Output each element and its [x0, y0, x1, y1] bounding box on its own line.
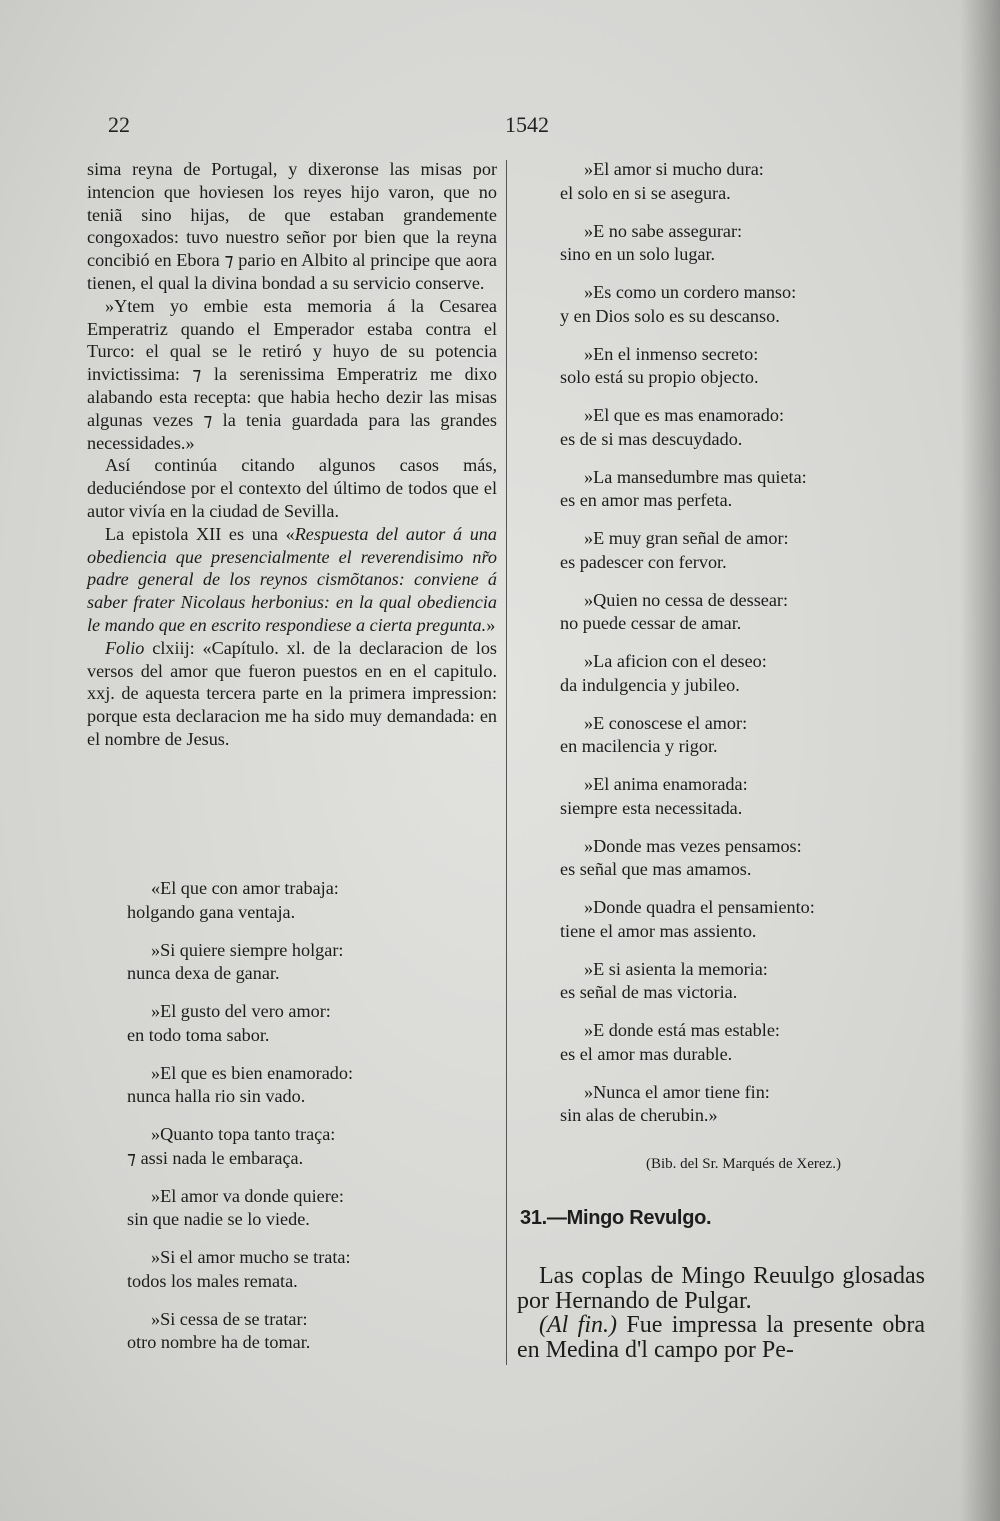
verse-stanza: »El que es bien enamorado: nunca halla rio sin vado.	[127, 1062, 354, 1106]
verse-stanza: »Donde mas vezes pensamos: es señal que mas amamos.	[560, 835, 802, 879]
verse-stanza: »E conoscese el amor: en macilencia y rigor.	[560, 712, 748, 756]
verse-stanza: »Quanto topa tanto traça: ⁊ assi nada le embaraça.	[127, 1124, 336, 1168]
colophon: (Al fin.) Fue impressa la presente obra en Medina d'l campo por Pe-	[517, 1312, 925, 1363]
paragraph: La epistola XII es una «Respuesta del autor á una obediencia que presencialmente el reverendisimo nr̃o padre general de los reynos cismõtanos: conviene á saber frater Nicolaus herbonius: en la qual obediencia le mando que en escrito respondiese a cierta pregunta.»	[87, 523, 497, 635]
right-verses	[560, 158, 890, 1142]
verse-stanza: »El amor si mucho dura: el solo en si se asegura.	[560, 159, 764, 203]
binding-shadow	[960, 0, 1000, 1521]
section-heading: 31.—Mingo Revulgo.	[520, 1207, 712, 1229]
section-title: Las coplas de Mingo Reuulgo glosadas por Hernando de Pulgar.	[517, 1263, 925, 1314]
left-verses	[127, 877, 427, 1369]
verse-stanza: »E no sabe assegurar: sino en un solo lugar.	[560, 220, 743, 264]
verse-stanza: »Donde quadra el pensamiento: tiene el amor mas assiento.	[560, 897, 815, 941]
column-divider	[506, 160, 507, 1365]
verse-stanza: »Si cessa de se tratar: otro nombre ha de tomar.	[127, 1308, 311, 1352]
verse-stanza: »E muy gran señal de amor: es padescer con fervor.	[560, 528, 789, 572]
paragraph: Folio clxiij: «Capítulo. xl. de la declaracion de los versos del amor que fueron puestos en en el capitulo. xxj. de aquesta tercera parte en la primera impression: porque esta declaracion me ha sido muy demandada: en el nombre de Jesus.	[87, 637, 497, 749]
page-number: 22	[108, 112, 130, 137]
verse-stanza: »El que es mas enamorado: es de si mas descuydado.	[560, 405, 785, 449]
paragraph: sima reyna de Portugal, y dixeronse las misas por intencion que hoviesen los reyes hijo varon, que no teniã sino hijas, de que estaban grandemente congoxados: tuvo nuestro señor por bien que la reyna concibió en Ebora ⁊ pario en Albito al principe que aora tienen, el qual la divina bondad a su servicio conserve.	[87, 159, 497, 293]
verse-stanza: »Si quiere siempre holgar: nunca dexa de ganar.	[127, 939, 344, 983]
verse-stanza: »El anima enamorada: siempre esta necessitada.	[560, 774, 748, 818]
paragraph: »Ytem yo embie esta memoria á la Cesarea Emperatriz quando el Emperador estaba contra el Turco: el qual se le retiró y huyo de su potencia invictissima: ⁊ la serenissima Emperatriz me dixo alabando esta recepta: que habia hecho dezir las misas algunas vezes ⁊ la tenia guardada para las grandes necessidades.»	[87, 295, 497, 453]
verse-stanza: «El que con amor trabaja: holgando gana ventaja.	[127, 878, 339, 922]
verse-stanza: »E donde está mas estable: es el amor mas durable.	[560, 1020, 780, 1064]
verse-stanza: »La mansedumbre mas quieta: es en amor mas perfeta.	[560, 466, 807, 510]
verse-stanza: »En el inmenso secreto: solo está su propio objecto.	[560, 343, 759, 387]
catalog-number: 1542	[505, 112, 549, 137]
verse-stanza: »Es como un cordero manso: y en Dios solo es su descanso.	[560, 282, 797, 326]
verse-stanza: »E si asienta la memoria: es señal de mas victoria.	[560, 958, 768, 1002]
verse-stanza: »Quien no cessa de dessear: no puede cessar de amar.	[560, 589, 789, 633]
verse-stanza: »El gusto del vero amor: en todo toma sabor.	[127, 1001, 331, 1045]
verse-stanza: »El amor va donde quiere: sin que nadie se lo viede.	[127, 1185, 344, 1229]
left-column-text	[87, 158, 497, 751]
verse-stanza: »La aficion con el deseo: da indulgencia y jubileo.	[560, 651, 767, 695]
paragraph: Así continúa citando algunos casos más, deduciéndose por el contexto del último de todos que el autor vivía en la ciudad de Sevilla.	[87, 455, 497, 521]
verse-stanza: »Si el amor mucho se trata: todos los males remata.	[127, 1247, 351, 1291]
verse-stanza: »Nunca el amor tiene fin: sin alas de cherubin.»	[560, 1081, 770, 1125]
section-body	[517, 1264, 925, 1362]
source-attribution: (Bib. del Sr. Marqués de Xerez.)	[646, 1156, 841, 1172]
